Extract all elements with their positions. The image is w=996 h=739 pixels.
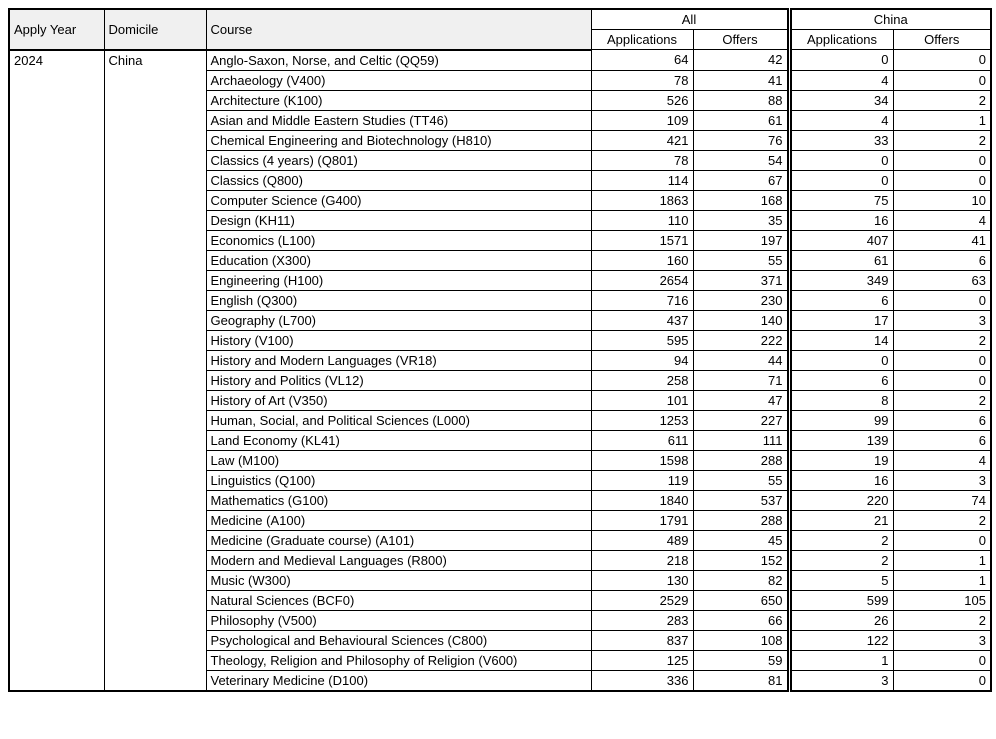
all-applications-cell: 64 [591,50,693,71]
china-applications-cell: 2 [789,530,893,550]
all-applications-cell: 109 [591,110,693,130]
course-cell: Anglo-Saxon, Norse, and Celtic (QQ59) [206,50,591,71]
china-offers-cell: 0 [893,370,991,390]
admissions-table [8,8,992,692]
china-offers-cell: 0 [893,170,991,190]
all-offers-cell: 45 [693,530,789,550]
china-offers-cell: 3 [893,310,991,330]
course-cell: Computer Science (G400) [206,190,591,210]
all-applications-cell: 1791 [591,510,693,530]
china-applications-cell: 407 [789,230,893,250]
course-cell: English (Q300) [206,290,591,310]
all-offers-cell: 81 [693,670,789,691]
china-applications-cell: 3 [789,670,893,691]
china-applications-cell: 6 [789,370,893,390]
china-offers-cell: 6 [893,430,991,450]
china-offers-cell: 3 [893,470,991,490]
course-cell: History and Politics (VL12) [206,370,591,390]
all-offers-cell: 71 [693,370,789,390]
all-applications-cell: 114 [591,170,693,190]
all-offers-cell: 140 [693,310,789,330]
all-applications-cell: 258 [591,370,693,390]
course-cell: Linguistics (Q100) [206,470,591,490]
china-applications-cell: 75 [789,190,893,210]
course-cell: Land Economy (KL41) [206,430,591,450]
all-offers-cell: 537 [693,490,789,510]
course-cell: Law (M100) [206,450,591,470]
china-applications-cell: 0 [789,50,893,71]
china-applications-cell: 220 [789,490,893,510]
course-cell: Medicine (Graduate course) (A101) [206,530,591,550]
header-apply-year: Apply Year [9,9,104,50]
china-applications-cell: 5 [789,570,893,590]
course-cell: Classics (Q800) [206,170,591,190]
course-cell: Archaeology (V400) [206,70,591,90]
china-offers-cell: 2 [893,610,991,630]
course-cell: Veterinary Medicine (D100) [206,670,591,691]
course-cell: Asian and Middle Eastern Studies (TT46) [206,110,591,130]
all-offers-cell: 288 [693,510,789,530]
course-cell: Mathematics (G100) [206,490,591,510]
all-offers-cell: 41 [693,70,789,90]
china-applications-cell: 4 [789,110,893,130]
header-row-groups [9,9,991,30]
all-applications-cell: 611 [591,430,693,450]
china-offers-cell: 1 [893,570,991,590]
table-body [9,50,991,691]
china-applications-cell: 14 [789,330,893,350]
all-offers-cell: 108 [693,630,789,650]
china-applications-cell: 1 [789,650,893,670]
china-offers-cell: 0 [893,670,991,691]
all-offers-cell: 59 [693,650,789,670]
china-applications-cell: 99 [789,410,893,430]
china-offers-cell: 2 [893,330,991,350]
course-cell: Theology, Religion and Philosophy of Religion (V600) [206,650,591,670]
china-applications-cell: 4 [789,70,893,90]
all-offers-cell: 67 [693,170,789,190]
header-group-china: China [789,9,991,30]
all-offers-cell: 197 [693,230,789,250]
header-domicile: Domicile [104,9,206,50]
china-offers-cell: 0 [893,150,991,170]
all-applications-cell: 110 [591,210,693,230]
china-offers-cell: 10 [893,190,991,210]
china-applications-cell: 0 [789,350,893,370]
china-applications-cell: 122 [789,630,893,650]
china-applications-cell: 16 [789,470,893,490]
all-applications-cell: 2529 [591,590,693,610]
all-applications-cell: 119 [591,470,693,490]
all-applications-cell: 78 [591,70,693,90]
china-applications-cell: 139 [789,430,893,450]
china-applications-cell: 61 [789,250,893,270]
china-applications-cell: 21 [789,510,893,530]
course-cell: Design (KH11) [206,210,591,230]
all-offers-cell: 42 [693,50,789,71]
all-offers-cell: 88 [693,90,789,110]
all-applications-cell: 336 [591,670,693,691]
table-header [9,9,991,50]
china-offers-cell: 0 [893,70,991,90]
all-offers-cell: 111 [693,430,789,450]
course-cell: Education (X300) [206,250,591,270]
all-applications-cell: 1840 [591,490,693,510]
all-applications-cell: 716 [591,290,693,310]
china-offers-cell: 2 [893,390,991,410]
all-offers-cell: 168 [693,190,789,210]
course-cell: History (V100) [206,330,591,350]
all-applications-cell: 1253 [591,410,693,430]
china-offers-cell: 74 [893,490,991,510]
apply-year-value: 2024 [9,50,104,691]
china-applications-cell: 349 [789,270,893,290]
all-offers-cell: 76 [693,130,789,150]
all-applications-cell: 421 [591,130,693,150]
all-applications-cell: 1863 [591,190,693,210]
china-offers-cell: 4 [893,450,991,470]
course-cell: Music (W300) [206,570,591,590]
course-cell: Economics (L100) [206,230,591,250]
china-applications-cell: 0 [789,150,893,170]
course-cell: History and Modern Languages (VR18) [206,350,591,370]
china-applications-cell: 6 [789,290,893,310]
china-offers-cell: 63 [893,270,991,290]
china-applications-cell: 26 [789,610,893,630]
all-offers-cell: 44 [693,350,789,370]
course-cell: Chemical Engineering and Biotechnology (H810) [206,130,591,150]
china-offers-cell: 0 [893,530,991,550]
course-cell: History of Art (V350) [206,390,591,410]
china-offers-cell: 2 [893,90,991,110]
all-offers-cell: 230 [693,290,789,310]
all-offers-cell: 227 [693,410,789,430]
all-applications-cell: 78 [591,150,693,170]
all-applications-cell: 595 [591,330,693,350]
course-cell: Natural Sciences (BCF0) [206,590,591,610]
table-row [9,50,991,71]
china-offers-cell: 6 [893,410,991,430]
all-offers-cell: 288 [693,450,789,470]
header-all-offers: Offers [693,30,789,50]
china-offers-cell: 0 [893,50,991,71]
china-offers-cell: 1 [893,550,991,570]
course-cell: Modern and Medieval Languages (R800) [206,550,591,570]
all-applications-cell: 1571 [591,230,693,250]
all-offers-cell: 54 [693,150,789,170]
header-china-offers: Offers [893,30,991,50]
china-offers-cell: 1 [893,110,991,130]
all-applications-cell: 160 [591,250,693,270]
course-cell: Engineering (H100) [206,270,591,290]
header-group-all: All [591,9,789,30]
course-cell: Psychological and Behavioural Sciences (C800) [206,630,591,650]
china-offers-cell: 4 [893,210,991,230]
china-offers-cell: 0 [893,650,991,670]
course-cell: Geography (L700) [206,310,591,330]
all-applications-cell: 283 [591,610,693,630]
all-applications-cell: 125 [591,650,693,670]
china-applications-cell: 19 [789,450,893,470]
china-offers-cell: 2 [893,510,991,530]
china-offers-cell: 0 [893,350,991,370]
all-applications-cell: 437 [591,310,693,330]
domicile-value: China [104,50,206,691]
china-offers-cell: 41 [893,230,991,250]
all-applications-cell: 130 [591,570,693,590]
course-cell: Classics (4 years) (Q801) [206,150,591,170]
all-applications-cell: 526 [591,90,693,110]
all-applications-cell: 1598 [591,450,693,470]
all-offers-cell: 222 [693,330,789,350]
all-applications-cell: 94 [591,350,693,370]
course-cell: Philosophy (V500) [206,610,591,630]
china-offers-cell: 3 [893,630,991,650]
header-all-applications: Applications [591,30,693,50]
all-offers-cell: 66 [693,610,789,630]
china-applications-cell: 33 [789,130,893,150]
china-applications-cell: 0 [789,170,893,190]
all-offers-cell: 152 [693,550,789,570]
all-offers-cell: 55 [693,470,789,490]
china-applications-cell: 2 [789,550,893,570]
china-applications-cell: 16 [789,210,893,230]
all-offers-cell: 61 [693,110,789,130]
header-course: Course [206,9,591,50]
all-offers-cell: 82 [693,570,789,590]
china-applications-cell: 8 [789,390,893,410]
all-offers-cell: 35 [693,210,789,230]
all-applications-cell: 837 [591,630,693,650]
course-cell: Human, Social, and Political Sciences (L000) [206,410,591,430]
course-cell: Architecture (K100) [206,90,591,110]
course-cell: Medicine (A100) [206,510,591,530]
all-applications-cell: 218 [591,550,693,570]
all-offers-cell: 55 [693,250,789,270]
all-offers-cell: 650 [693,590,789,610]
china-applications-cell: 34 [789,90,893,110]
all-applications-cell: 101 [591,390,693,410]
china-offers-cell: 2 [893,130,991,150]
all-applications-cell: 2654 [591,270,693,290]
all-offers-cell: 371 [693,270,789,290]
china-applications-cell: 17 [789,310,893,330]
china-offers-cell: 105 [893,590,991,610]
all-offers-cell: 47 [693,390,789,410]
china-offers-cell: 6 [893,250,991,270]
china-applications-cell: 599 [789,590,893,610]
header-china-applications: Applications [789,30,893,50]
china-offers-cell: 0 [893,290,991,310]
all-applications-cell: 489 [591,530,693,550]
